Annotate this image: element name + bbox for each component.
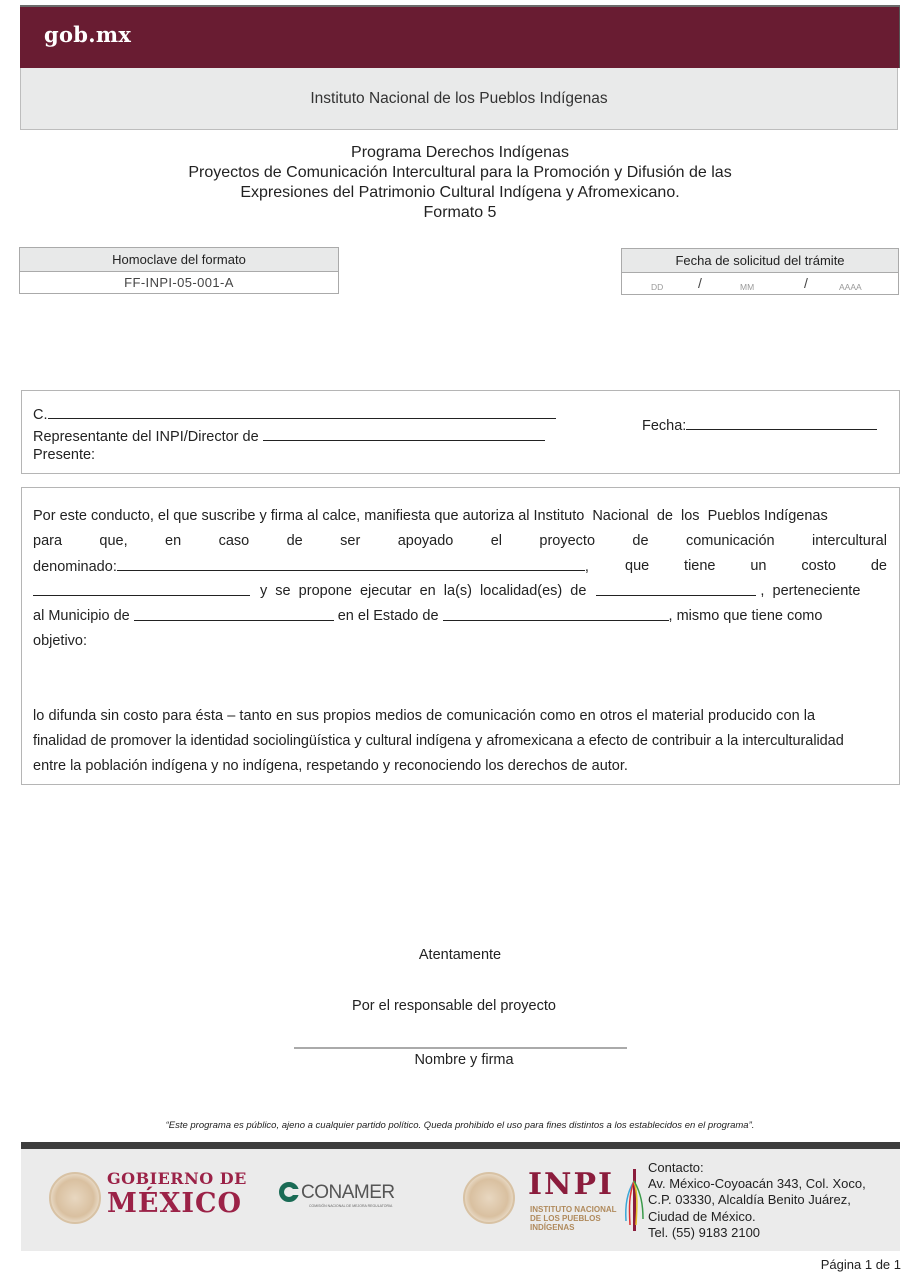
addressee-name-line — [33, 403, 556, 423]
paragraph-line — [33, 579, 887, 604]
paragraph-word: proyecto — [539, 533, 596, 549]
footer-rule — [21, 1142, 900, 1149]
program-title: Programa Derechos Indígenas — [351, 144, 569, 161]
paragraph-line — [33, 729, 887, 754]
representative-line — [33, 425, 545, 445]
date-label: Fecha: — [642, 418, 687, 434]
authorization-text-box — [21, 487, 900, 785]
authorization-paragraph — [33, 504, 887, 654]
contact-address: Av. México-Coyoacán 343, Col. Xoco, — [648, 1176, 866, 1192]
inpi-ribbons-icon — [623, 1179, 645, 1229]
gob-logo-line-1: GOBIERNO DE — [107, 1169, 247, 1188]
national-seal-icon — [49, 1172, 101, 1224]
homoclave-table — [19, 247, 339, 294]
date-field[interactable] — [686, 414, 877, 430]
paragraph-line — [33, 629, 887, 654]
signature-line[interactable] — [294, 1047, 627, 1049]
contact-title: Contacto: — [648, 1160, 704, 1175]
conamer-wordmark: CONAMER — [301, 1182, 395, 1203]
paragraph-line — [33, 604, 887, 629]
homoclave-value: FF-INPI-05-001-A — [124, 275, 234, 290]
paragraph-line — [33, 754, 887, 779]
date-line — [642, 414, 877, 434]
paragraph-word: caso — [218, 533, 250, 549]
paragraph-text: finalidad de promover la identidad sociolingüística y cultural indígena y afromexicana a efecto de contribuir a la interculturalidad — [33, 733, 844, 749]
contact-city: Ciudad de México. — [648, 1208, 756, 1224]
program-disclaimer: “Este programa es público, ajeno a cualquier partido político. Queda prohibido el uso para fines distintos a los establecidos en el programa”. — [165, 1120, 755, 1131]
national-seal-icon — [463, 1172, 515, 1224]
paragraph-text: y se propone ejecutar en la(s) localidad(es) de — [260, 583, 587, 599]
request-date-table — [621, 248, 899, 295]
paragraph-word: un — [750, 558, 767, 574]
inpi-subtitle-line: INSTITUTO NACIONAL — [530, 1205, 617, 1214]
paragraph-word: costo — [801, 558, 836, 574]
inpi-wordmark: INPI — [528, 1167, 615, 1202]
paragraph-text — [625, 554, 887, 579]
state-label: en el Estado de — [337, 608, 439, 624]
gobierno-de-mexico-logo — [107, 1171, 247, 1217]
date-separator: / — [804, 275, 808, 291]
institution-name: Instituto Nacional de los Pueblos Indígenas — [310, 89, 608, 107]
project-name-line: denominado: , — [33, 554, 589, 579]
inpi-subtitle — [530, 1205, 617, 1232]
municipality-label: al Municipio de — [33, 608, 130, 624]
director-of-field[interactable] — [263, 425, 545, 441]
paragraph-word: de — [632, 533, 649, 549]
paragraph-text: , mismo que tiene como — [668, 608, 823, 624]
paragraph-text: lo difunda sin costo para ésta – tanto en sus propios medios de comunicación como en otros el material producido con la — [33, 708, 816, 724]
paragraph-word: para — [33, 533, 63, 549]
request-date-label: Fecha de solicitud del trámite — [622, 249, 898, 273]
state-field[interactable] — [443, 604, 669, 621]
homoclave-label: Homoclave del formato — [20, 248, 338, 272]
year-placeholder[interactable]: AAAA — [839, 282, 862, 292]
institution-banner — [20, 68, 898, 130]
day-placeholder[interactable]: DD — [651, 282, 664, 292]
paragraph-word: apoyado — [397, 533, 454, 549]
month-placeholder[interactable]: MM — [740, 282, 755, 292]
gobmx-logo[interactable]: gob.mx — [44, 22, 132, 47]
paragraph-word: en — [165, 533, 182, 549]
gob-logo-line-2: MÉXICO — [107, 1188, 243, 1219]
paragraph-line — [33, 704, 887, 729]
contact-info — [648, 1160, 866, 1241]
paragraph-line — [33, 554, 887, 579]
paragraph-word: que — [625, 558, 650, 574]
c-label: C. — [33, 407, 48, 423]
contact-address: C.P. 03330, Alcaldía Benito Juárez, — [648, 1192, 851, 1208]
objective-label: objetivo: — [33, 633, 88, 649]
presente-label: Presente: — [33, 447, 96, 463]
paragraph-word: intercultural — [812, 533, 887, 549]
addressee-box — [21, 390, 900, 474]
name-signature-label: Nombre y firma — [414, 1052, 514, 1068]
representative-label: Representante del INPI/Director de — [33, 429, 259, 445]
locality-field[interactable] — [596, 579, 756, 596]
paragraph-word: que, — [99, 533, 128, 549]
signer-role: Por el responsable del proyecto — [352, 998, 556, 1014]
project-name-field[interactable] — [117, 554, 585, 571]
conamer-c-icon — [279, 1182, 299, 1202]
conamer-subtitle: COMISIÓN NACIONAL DE MEJORA REGULATORIA — [309, 1204, 393, 1208]
contact-phone[interactable]: Tel. (55) 9183 2100 — [648, 1224, 761, 1240]
addressee-name-field[interactable] — [48, 403, 556, 419]
denominado-label: denominado: — [33, 559, 117, 575]
paragraph-text: , perteneciente — [760, 583, 861, 599]
page-indicator: Página 1 de 1 — [820, 1257, 901, 1272]
paragraph-word: ser — [340, 533, 361, 549]
inpi-subtitle-line: DE LOS PUEBLOS — [530, 1214, 601, 1223]
project-title-line-2: Expresiones del Patrimonio Cultural Indígena y Afromexicano. — [240, 184, 680, 201]
paragraph-line — [33, 529, 887, 554]
paragraph-word: de — [870, 558, 887, 574]
diffusion-paragraph — [33, 704, 887, 779]
date-separator: / — [698, 275, 702, 291]
municipality-field[interactable] — [134, 604, 334, 621]
cost-field[interactable] — [33, 579, 250, 596]
paragraph-word: el — [490, 533, 503, 549]
paragraph-line — [33, 504, 887, 529]
paragraph-word: tiene — [684, 558, 716, 574]
footer-banner — [21, 1149, 900, 1251]
document-titles — [0, 143, 920, 223]
format-number: Formato 5 — [423, 204, 497, 221]
closing-text: Atentamente — [418, 947, 502, 963]
paragraph-word: de — [286, 533, 303, 549]
paragraph-word: comunicación — [685, 533, 775, 549]
request-date-field[interactable] — [622, 273, 898, 294]
gobmx-header-bar — [20, 7, 900, 68]
project-title-line-1: Proyectos de Comunicación Intercultural para la Promoción y Difusión de las — [188, 164, 732, 181]
inpi-subtitle-line: INDÍGENAS — [530, 1223, 575, 1232]
paragraph-text: Por este conducto, el que suscribe y firma al calce, manifiesta que autoriza al Instituto Nacional de los Pueblos Indígenas — [33, 508, 828, 524]
paragraph-text: entre la población indígena y no indígena, respetando y reconociendo los derechos de autor. — [33, 758, 628, 774]
